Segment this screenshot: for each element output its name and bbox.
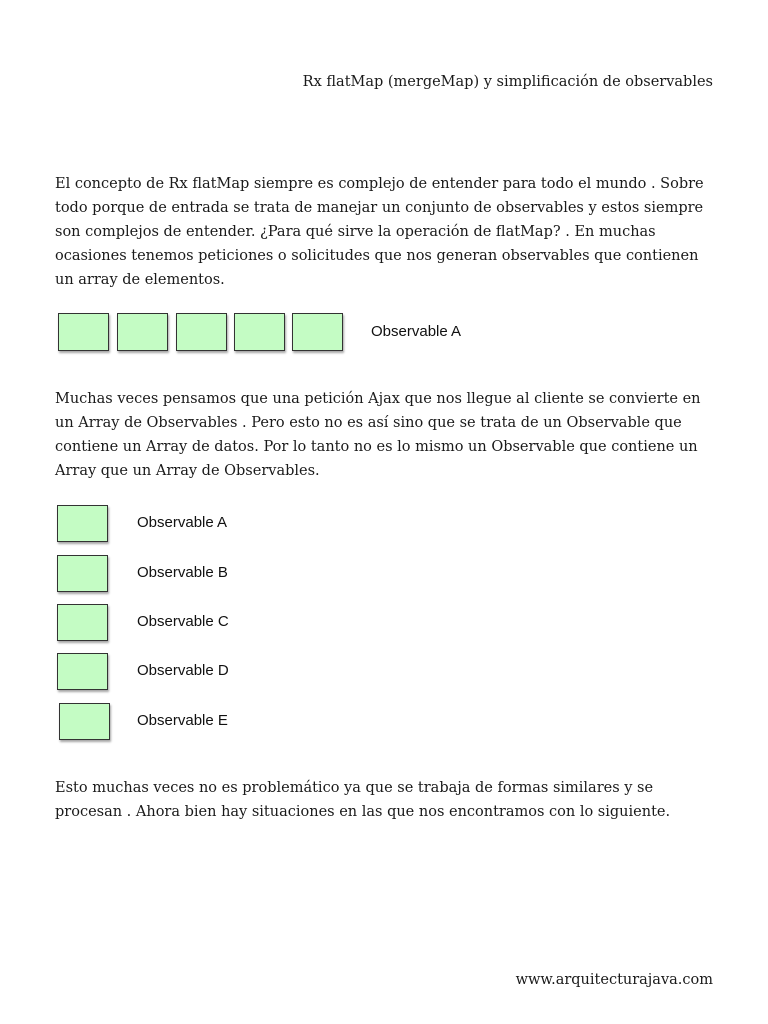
closing-paragraph: Esto muchas veces no es problemático ya que se trabaja de formas similares y se procesan . Ahora bien hay situaciones en las que nos encontramos con lo siguiente. [55,780,671,820]
array-element-box [58,313,109,351]
observable-a-label: Observable A [371,323,462,340]
page-header-title: Rx flatMap (mergeMap) y simplificación de observables [302,74,713,90]
observable-label: Observable D [137,662,229,679]
array-element-box [117,313,168,351]
footer-url: www.arquitecturajava.com [515,972,713,988]
array-paragraph: Muchas veces pensamos que una petición Ajax que nos llegue al cliente se convierte en un Array de Observables . Pero esto no es así sino que se trata de un Observable que contiene un Array de datos. Por lo tanto no es lo mismo un Observable que contiene un Array que un Array de Observables. [55,391,701,479]
observable-box [57,555,108,592]
observable-label: Observable A [137,514,228,531]
observable-label: Observable B [137,564,228,581]
array-element-box [292,313,343,351]
observable-box [57,653,108,690]
observable-label: Observable C [137,613,229,630]
array-element-box [176,313,227,351]
array-element-box [234,313,285,351]
observable-label: Observable E [137,712,228,729]
observable-box [59,703,110,740]
observable-box [57,505,108,542]
observable-box [57,604,108,641]
intro-paragraph: El concepto de Rx flatMap siempre es complejo de entender para todo el mundo . Sobre todo porque de entrada se trata de manejar un conjunto de observables y estos siempre son complejos de entender. ¿Para qué sirve la operación de flatMap? . En muchas ocasiones tenemos peticiones o solicitudes que nos generan observables que contienen un array de elementos. [55,176,704,288]
